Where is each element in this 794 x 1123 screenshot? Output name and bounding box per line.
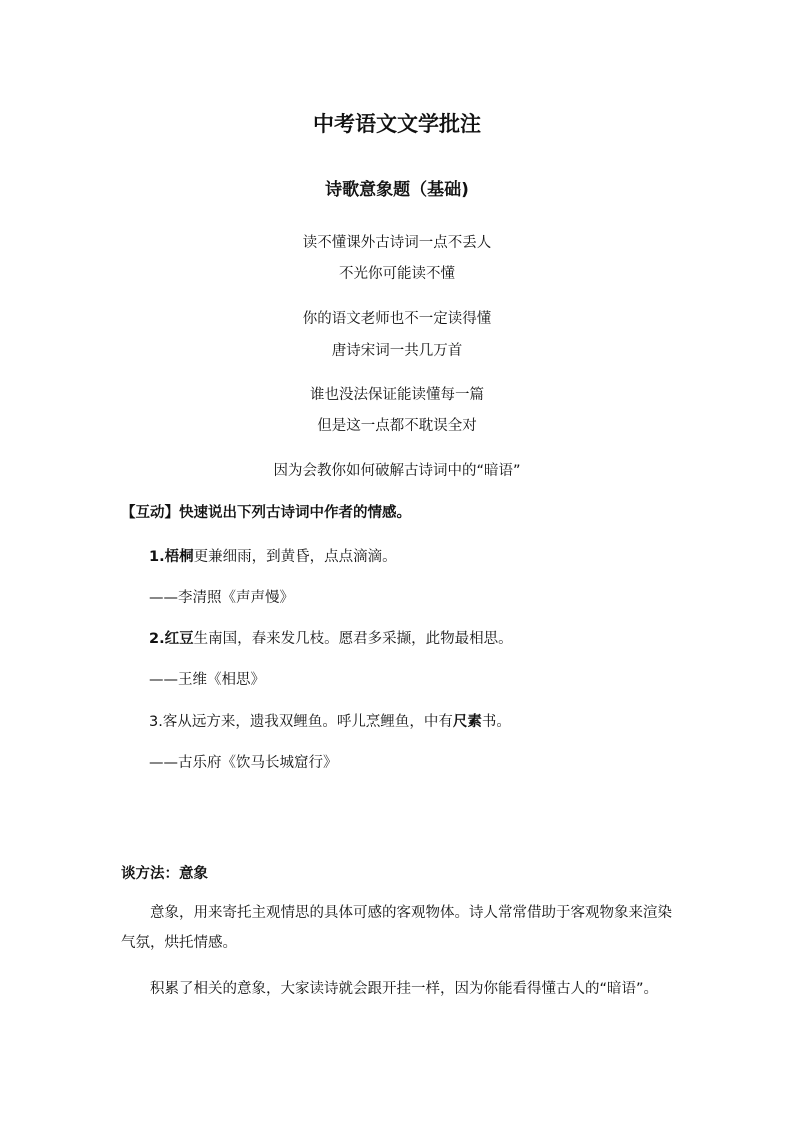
poem-keyword: 红豆 — [164, 631, 194, 647]
page-title: 中考语文文学批注 — [313, 112, 481, 136]
poem-number: 2. — [149, 631, 165, 647]
poem-text: 生南国，春来发几枝。愿君多采撷，此物最相思。 — [193, 631, 513, 647]
poem-line-3 — [149, 710, 511, 731]
intro-line-5: 谁也没法保证能读懂每一篇 — [310, 387, 484, 403]
poem-number: 1. — [149, 549, 165, 565]
poem-text-end: 书。 — [481, 714, 511, 730]
method-paragraph-1: 意象，用来寄托主观情思的具体可感的客观物体。诗人常常借助于客观物象来渲染气氛，烘托情感。 — [121, 905, 672, 951]
page-subtitle: 诗歌意象题（基础) — [325, 180, 469, 200]
poem-source-2: ——王维《相思》 — [149, 672, 265, 688]
intro-line-6: 但是这一点都不耽误全对 — [317, 418, 477, 434]
method-heading: 谈方法：意象 — [121, 866, 208, 882]
poem-keyword: 尺素 — [452, 714, 482, 730]
poem-source-1: ——李清照《声声慢》 — [149, 590, 294, 606]
poem-number: 3. — [149, 714, 163, 730]
method-paragraph-2: 积累了相关的意象，大家读诗就会跟开挂一样，因为你能看得懂古人的“暗语”。 — [150, 981, 659, 997]
poem-text: 客从远方来，遗我双鲤鱼。呼儿烹鲤鱼，中有 — [162, 714, 453, 730]
intro-line-7: 因为会教你如何破解古诗词中的“暗语” — [273, 463, 521, 479]
poem-keyword: 梧桐 — [164, 549, 194, 565]
intro-line-4: 唐诗宋词一共几万首 — [331, 343, 463, 359]
poem-line-1 — [149, 545, 397, 566]
interaction-heading: 【互动】快速说出下列古诗词中作者的情感。 — [121, 505, 411, 521]
poem-text: 更兼细雨，到黄昏，点点滴滴。 — [193, 549, 397, 565]
poem-line-2 — [149, 627, 513, 648]
intro-line-1: 读不懂课外古诗词一点不丢人 — [302, 235, 492, 251]
intro-line-3: 你的语文老师也不一定读得懂 — [302, 311, 492, 327]
intro-line-2: 不光你可能读不懂 — [339, 266, 455, 282]
poem-source-3: ——古乐府《饮马长城窟行》 — [149, 755, 338, 771]
